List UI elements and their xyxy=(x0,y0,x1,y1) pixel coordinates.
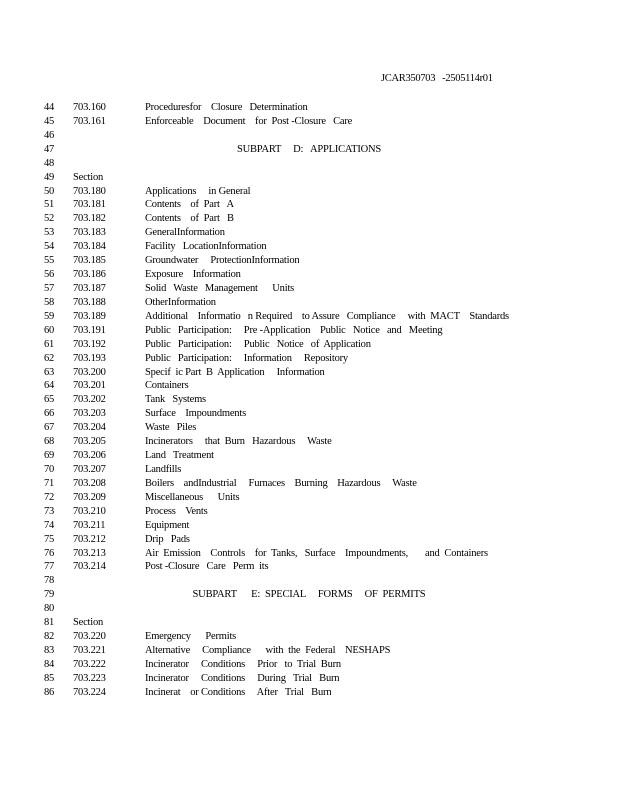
line-number: 64 xyxy=(44,380,55,392)
document-line xyxy=(0,435,618,449)
line-number: 77 xyxy=(44,561,55,573)
document-line xyxy=(0,393,618,407)
section-title: Contents of Part B xyxy=(145,213,234,225)
section-number: 703.221 xyxy=(73,644,106,656)
document-line xyxy=(0,143,618,157)
document-line xyxy=(0,658,618,672)
section-number: 703.214 xyxy=(73,561,106,573)
document-line xyxy=(0,212,618,226)
line-number: 83 xyxy=(44,644,55,656)
document-line xyxy=(0,491,618,505)
line-number: 52 xyxy=(44,213,55,225)
section-number: 703.180 xyxy=(73,185,106,197)
document-line xyxy=(0,686,618,700)
section-title: Contents of Part A xyxy=(145,199,234,211)
document-line xyxy=(0,157,618,171)
line-number: 72 xyxy=(44,491,55,503)
section-number: 703.223 xyxy=(73,672,106,684)
section-number: 703.207 xyxy=(73,463,106,475)
section-title: GeneralInformation xyxy=(145,227,225,239)
section-title: Miscellaneous Units xyxy=(145,491,240,503)
section-title: Waste Piles xyxy=(145,422,197,434)
document-line xyxy=(0,352,618,366)
line-number: 56 xyxy=(44,269,55,281)
section-number: 703.204 xyxy=(73,422,106,434)
line-number: 44 xyxy=(44,102,55,113)
document-line xyxy=(0,505,618,519)
section-number: 703.192 xyxy=(73,338,106,350)
document-line xyxy=(0,616,618,630)
document-line xyxy=(0,115,618,129)
line-number: 82 xyxy=(44,631,55,643)
line-number: 57 xyxy=(44,282,55,294)
section-title: Public Participation: Information Repository xyxy=(145,352,348,364)
section-number: 703.213 xyxy=(73,547,106,559)
line-number: 69 xyxy=(44,450,55,462)
section-number: 703.202 xyxy=(73,394,106,406)
line-number: 86 xyxy=(44,686,55,698)
section-title: Tank Systems xyxy=(145,394,206,406)
document-line xyxy=(0,463,618,477)
section-number: 703.189 xyxy=(73,310,106,322)
line-number: 67 xyxy=(44,422,55,434)
document-line xyxy=(0,171,618,185)
section-number: 703.161 xyxy=(73,115,106,127)
section-number: 703.187 xyxy=(73,282,106,294)
subpart-heading: SUBPART D: APPLICATIONS xyxy=(236,143,382,155)
line-number: 80 xyxy=(44,603,55,615)
section-title: Land Treatment xyxy=(145,450,214,462)
section-title: Public Participation: Public Notice of Application xyxy=(145,338,371,350)
line-number: 74 xyxy=(44,519,55,531)
line-number: 59 xyxy=(44,310,55,322)
section-number: 703.200 xyxy=(73,366,106,378)
section-number: 703.160 xyxy=(73,102,106,113)
document-line xyxy=(0,449,618,463)
document-line xyxy=(0,296,618,310)
section-number: 703.182 xyxy=(73,213,106,225)
section-title: Process Vents xyxy=(145,505,208,517)
document-line xyxy=(0,310,618,324)
line-number: 62 xyxy=(44,352,55,364)
section-number: 703.220 xyxy=(73,631,106,643)
document-line xyxy=(0,226,618,240)
line-number: 48 xyxy=(44,157,55,169)
line-number: 51 xyxy=(44,199,55,211)
section-title: Containers xyxy=(145,380,189,392)
subpart-heading: SUBPART E: SPECIAL FORMS OF PERMITS xyxy=(192,589,426,601)
section-title: OtherInformation xyxy=(145,296,216,308)
section-title: Emergency Permits xyxy=(145,631,237,643)
line-number: 46 xyxy=(44,129,55,141)
line-number: 50 xyxy=(44,185,55,197)
line-number: 68 xyxy=(44,436,55,448)
line-number: 63 xyxy=(44,366,55,378)
section-number: 703.184 xyxy=(73,241,106,253)
document-line xyxy=(0,588,618,602)
line-number: 47 xyxy=(44,143,55,155)
document-line xyxy=(0,421,618,435)
line-number: 84 xyxy=(44,658,55,670)
section-title: Equipment xyxy=(145,519,190,531)
section-title: Incinerator Conditions Prior to Trial Burn xyxy=(145,658,341,670)
document-line xyxy=(0,379,618,393)
line-number: 81 xyxy=(44,617,55,629)
line-number: 75 xyxy=(44,533,55,545)
line-number: 73 xyxy=(44,505,55,517)
section-number: 703.222 xyxy=(73,658,106,670)
section-number: 703.209 xyxy=(73,491,106,503)
line-number: 76 xyxy=(44,547,55,559)
section-number: 703.224 xyxy=(73,686,106,698)
section-title: Proceduresfor Closure Determination xyxy=(145,102,308,113)
line-number: 54 xyxy=(44,241,55,253)
section-number: 703.203 xyxy=(73,408,106,420)
document-line xyxy=(0,533,618,547)
document-line xyxy=(0,101,618,115)
line-number: 71 xyxy=(44,477,55,489)
document-header: JCAR350703 -2505114r01 xyxy=(381,73,493,84)
document-line xyxy=(0,282,618,296)
section-title: Alternative Compliance with the Federal NESHAPS xyxy=(145,644,391,656)
section-title: Incinerator Conditions During Trial Burn xyxy=(145,672,340,684)
document-line xyxy=(0,366,618,380)
section-title: Landfills xyxy=(145,463,182,475)
section-number: 703.201 xyxy=(73,380,106,392)
section-number: 703.211 xyxy=(73,519,106,531)
document-line xyxy=(0,644,618,658)
section-title: Incinerat or Conditions After Trial Burn xyxy=(145,686,332,698)
section-title: Enforceable Document for Post -Closure Care xyxy=(145,115,353,127)
section-number: 703.212 xyxy=(73,533,106,545)
document-line xyxy=(0,547,618,561)
section-title: Applications in General xyxy=(145,185,251,197)
section-number: 703.186 xyxy=(73,269,106,281)
section-number: 703.191 xyxy=(73,324,106,336)
section-title: Surface Impoundments xyxy=(145,408,246,420)
document-line xyxy=(0,129,618,143)
section-number: 703.208 xyxy=(73,477,106,489)
section-title: Solid Waste Management Units xyxy=(145,282,295,294)
section-number: 703.188 xyxy=(73,296,106,308)
line-number: 66 xyxy=(44,408,55,420)
document-line xyxy=(0,338,618,352)
line-number: 58 xyxy=(44,296,55,308)
section-number: 703.185 xyxy=(73,255,106,267)
document-line xyxy=(0,240,618,254)
section-title: Facility LocationInformation xyxy=(145,241,267,253)
document-line xyxy=(0,519,618,533)
document-line xyxy=(0,630,618,644)
section-title: Incinerators that Burn Hazardous Waste xyxy=(145,436,332,448)
section-number: Section xyxy=(73,171,104,183)
line-number: 78 xyxy=(44,575,55,587)
section-title: Specif ic Part B Application Information xyxy=(145,366,325,378)
section-number: 703.206 xyxy=(73,450,106,462)
document-line xyxy=(0,268,618,282)
line-number: 65 xyxy=(44,394,55,406)
section-title: Boilers andIndustrial Furnaces Burning Hazardous Waste xyxy=(145,477,417,489)
section-title: Air Emission Controls for Tanks, Surface Impoundments, and Containers xyxy=(145,547,488,559)
section-number: 703.181 xyxy=(73,199,106,211)
section-number: 703.183 xyxy=(73,227,106,239)
line-number: 53 xyxy=(44,227,55,239)
section-number: Section xyxy=(73,617,104,629)
section-title: Public Participation: Pre -Application Public Notice and Meeting xyxy=(145,324,443,336)
document-line xyxy=(0,185,618,199)
table-of-contents xyxy=(0,101,618,700)
section-title: Additional Informatio n Required to Assure Compliance with MACT Standards xyxy=(145,310,509,322)
line-number: 85 xyxy=(44,672,55,684)
document-line xyxy=(0,407,618,421)
document-line xyxy=(0,672,618,686)
line-number: 79 xyxy=(44,589,55,601)
section-title: Post -Closure Care Perm its xyxy=(145,561,269,573)
document-line xyxy=(0,254,618,268)
line-number: 45 xyxy=(44,115,55,127)
line-number: 55 xyxy=(44,255,55,267)
section-title: Exposure Information xyxy=(145,269,241,281)
section-title: Drip Pads xyxy=(145,533,190,545)
document-line xyxy=(0,477,618,491)
section-number: 703.193 xyxy=(73,352,106,364)
section-number: 703.205 xyxy=(73,436,106,448)
document-line xyxy=(0,324,618,338)
section-title: Groundwater ProtectionInformation xyxy=(145,255,300,267)
document-line xyxy=(0,198,618,212)
document-line xyxy=(0,574,618,588)
document-line xyxy=(0,602,618,616)
line-number: 49 xyxy=(44,171,55,183)
document-line xyxy=(0,560,618,574)
line-number: 70 xyxy=(44,463,55,475)
line-number: 61 xyxy=(44,338,55,350)
section-number: 703.210 xyxy=(73,505,106,517)
line-number: 60 xyxy=(44,324,55,336)
